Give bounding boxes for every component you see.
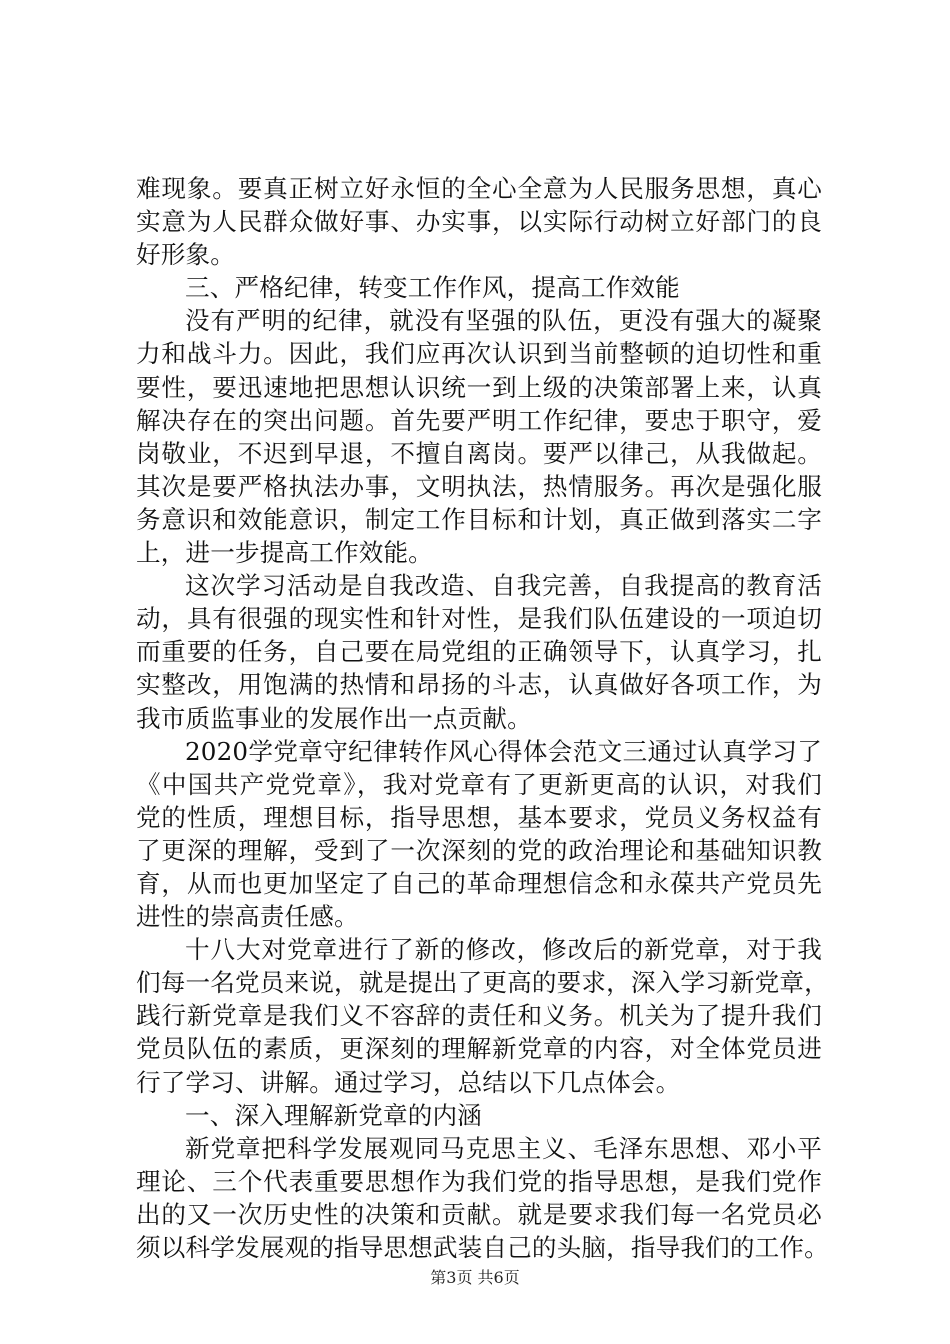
- text-line: 动，具有很强的现实性和针对性，是我们队伍建设的一项迫切: [136, 604, 822, 634]
- text-line: 践行新党章是我们义不容辞的责任和义务。机关为了提升我们: [136, 1001, 822, 1031]
- text-line: 须以科学发展观的指导思想武装自己的头脑，指导我们的工作。: [136, 1233, 829, 1262]
- text-line: 新党章把科学发展观同马克思主义、毛泽东思想、邓小平: [185, 1133, 822, 1163]
- text-line: 没有严明的纪律，就没有坚强的队伍，更没有强大的凝聚: [185, 306, 822, 336]
- section-heading: 一、深入理解新党章的内涵: [185, 1100, 482, 1130]
- text-line: 好形象。: [136, 240, 235, 270]
- text-line: 实意为人民群众做好事、办实事，以实际行动树立好部门的良: [136, 207, 822, 237]
- text-line: 了更深的理解，受到了一次深刻的党的政治理论和基础知识教: [136, 835, 822, 865]
- text-line: 力和战斗力。因此，我们应再次认识到当前整顿的迫切性和重: [136, 339, 822, 369]
- text-line: 其次是要严格执法办事，文明执法，热情服务。再次是强化服: [136, 471, 822, 501]
- text-line: 党的性质，理想目标，指导思想，基本要求，党员义务权益有: [136, 802, 822, 832]
- text-line: 进性的崇高责任感。: [136, 902, 359, 932]
- text-line: 我市质监事业的发展作出一点贡献。: [136, 703, 532, 733]
- text-line: 这次学习活动是自我改造、自我完善，自我提高的教育活: [185, 571, 822, 601]
- text-line: 《中国共产党党章》，我对党章有了更新更高的认识，对我们: [136, 769, 822, 799]
- text-line: 党员队伍的素质，更深刻的理解新党章的内容，对全体党员进: [136, 1034, 822, 1064]
- text-line: 岗敬业，不迟到早退，不擅自离岗。要严以律己，从我做起。: [136, 438, 822, 468]
- text-line: 解决存在的突出问题。首先要严明工作纪律，要忠于职守，爱: [136, 405, 822, 435]
- text-line: 理论、三个代表重要思想作为我们党的指导思想，是我们党作: [136, 1166, 822, 1196]
- text-line: 而重要的任务，自己要在局党组的正确领导下，认真学习，扎: [136, 637, 822, 667]
- page-footer: 第3页 共6页: [430, 1268, 520, 1287]
- body-text: [136, 172, 829, 1264]
- text-line: 上，进一步提高工作效能。: [136, 538, 433, 568]
- section-heading: 三、严格纪律，转变工作作风，提高工作效能: [185, 273, 680, 303]
- text-line: 十八大对党章进行了新的修改，修改后的新党章，对于我: [185, 935, 822, 965]
- text-line: 难现象。要真正树立好永恒的全心全意为人民服务思想，真心: [136, 174, 822, 203]
- text-line: 务意识和效能意识，制定工作目标和计划，真正做到落实二字: [136, 504, 822, 534]
- text-line: 出的又一次历史性的决策和贡献。就是要求我们每一名党员必: [136, 1199, 822, 1229]
- text-line: 育，从而也更加坚定了自己的革命理想信念和永葆共产党员先: [136, 868, 822, 898]
- text-line: 2020学党章守纪律转作风心得体会范文三通过认真学习了: [185, 736, 822, 766]
- text-line: 要性，要迅速地把思想认识统一到上级的决策部署上来，认真: [136, 372, 822, 402]
- text-line: 实整改，用饱满的热情和昂扬的斗志，认真做好各项工作，为: [136, 670, 822, 700]
- text-line: 行了学习、讲解。通过学习，总结以下几点体会。: [136, 1067, 681, 1097]
- text-line: 们每一名党员来说，就是提出了更高的要求，深入学习新党章，: [136, 968, 829, 998]
